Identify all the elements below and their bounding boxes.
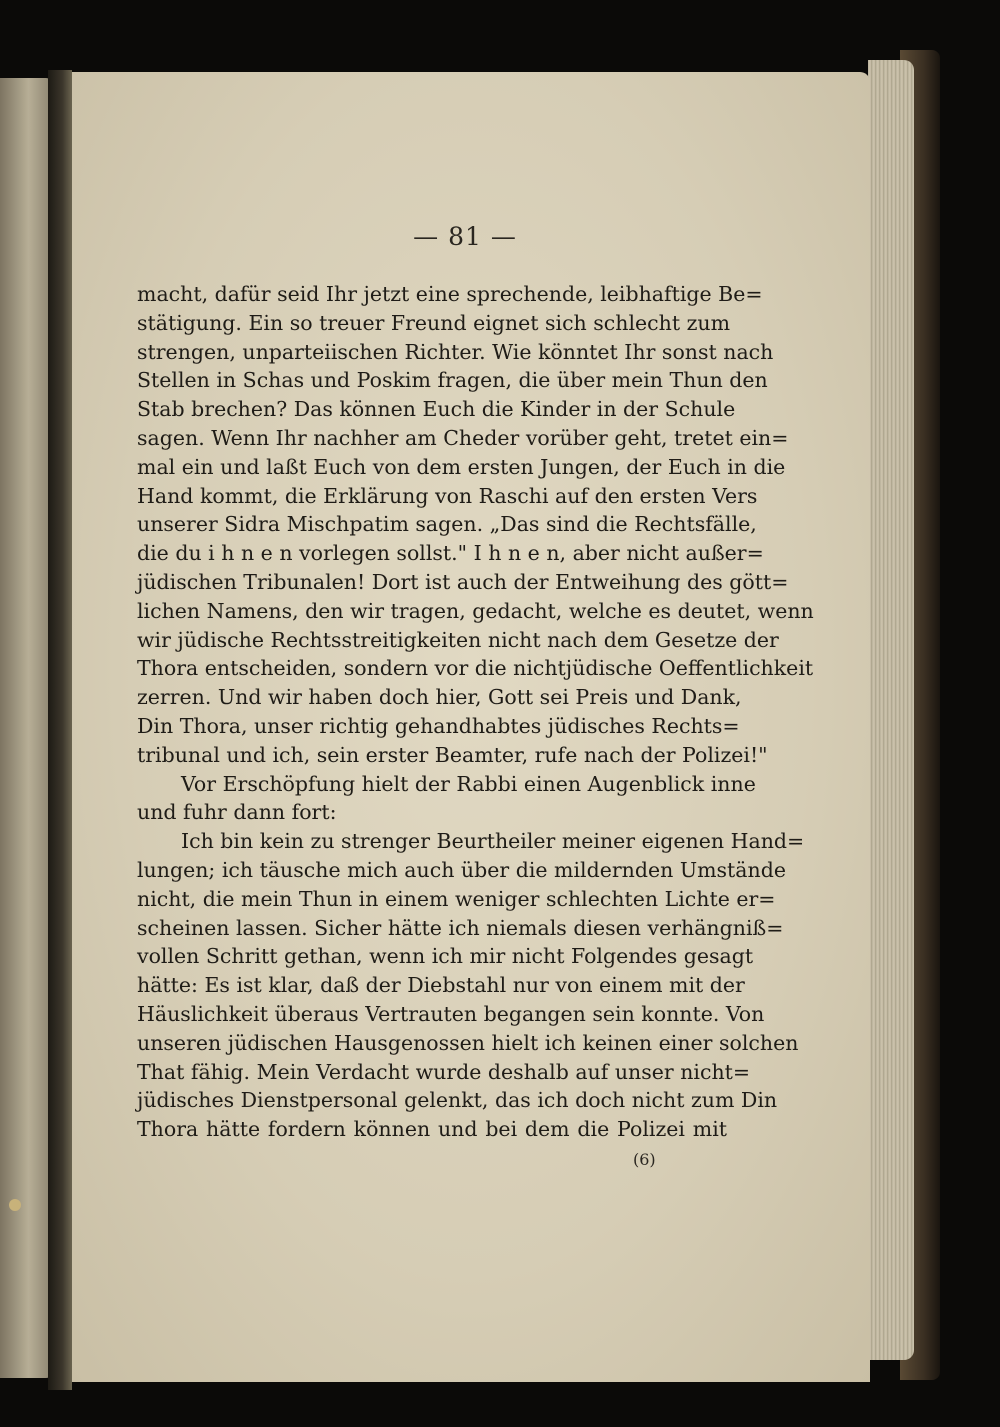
text-line: zerren. Und wir haben doch hier, Gott sei Preis und Dank, (137, 685, 742, 710)
text-line: lungen; ich täusche mich auch über die mildernden Umstände (137, 857, 786, 882)
text-line: Thora entscheiden, sondern vor die nichtjüdische Oeffentlichkeit (137, 656, 814, 681)
binding-marks (0, 1180, 30, 1230)
text-line: mal ein und laßt Euch von dem ersten Jungen, der Euch in die (137, 454, 786, 479)
signature-mark: (6) (633, 1150, 656, 1169)
text-line: unserer Sidra Mischpatim sagen. „Das sind die Rechtsfälle, (137, 512, 757, 537)
text-line: Din Thora, unser richtig gehandhabtes jüdisches Rechts= (137, 713, 740, 738)
text-line: Hand kommt, die Erklärung von Raschi auf den ersten Vers (137, 483, 758, 508)
text-line: stätigung. Ein so treuer Freund eignet sich schlecht zum (137, 310, 731, 335)
text-line: und fuhr dann fort: (137, 800, 337, 825)
text-line: die du i h n e n vorlegen sollst." I h n e n, aber nicht außer= (137, 541, 764, 566)
text-line: Ich bin kein zu strenger Beurtheiler meiner eigenen Hand= (181, 829, 805, 854)
text-line: vollen Schritt gethan, wenn ich mir nicht Folgendes gesagt (137, 944, 754, 969)
text-line: nicht, die mein Thun in einem weniger schlechten Lichte er= (137, 886, 776, 911)
text-line: tribunal und ich, sein erster Beamter, rufe nach der Polizei!" (137, 742, 768, 767)
text-line: jüdischen Tribunalen! Dort ist auch der Entweihung des gött= (137, 569, 789, 594)
text-line: macht, dafür seid Ihr jetzt eine sprechende, leibhaftige Be= (137, 282, 763, 306)
text-line: hätte: Es ist klar, daß der Diebstahl nur von einem mit der (137, 973, 745, 998)
text-line: That fähig. Mein Verdacht wurde deshalb auf unser nicht= (137, 1059, 751, 1084)
text-line: jüdisches Dienstpersonal gelenkt, das ich doch nicht zum Din (137, 1088, 778, 1113)
text-line: Stab brechen? Das können Euch die Kinder in der Schule (137, 397, 736, 422)
text-line: lichen Namens, den wir tragen, gedacht, welche es deutet, wenn (137, 598, 814, 623)
text-line: strengen, unparteiischen Richter. Wie könntet Ihr sonst nach (137, 339, 774, 364)
text-line: sagen. Wenn Ihr nachher am Cheder vorüber geht, tretet ein= (137, 425, 789, 450)
text-line: scheinen lassen. Sicher hätte ich niemals diesen verhängniß= (137, 915, 784, 940)
text-line: Vor Erschöpfung hielt der Rabbi einen Augenblick inne (181, 771, 756, 796)
text-line: Stellen in Schas und Poskim fragen, die über mein Thun den (137, 368, 768, 393)
page-number: — 81 — (413, 222, 517, 251)
book-gutter (48, 70, 72, 1390)
text-line: unseren jüdischen Hausgenossen hielt ich keinen einer solchen (137, 1030, 799, 1055)
page-stack-edge (868, 60, 914, 1360)
binding-mark (9, 1199, 21, 1211)
text-line: Thora hätte fordern können und bei dem die Polizei mit (137, 1117, 727, 1142)
body-text (137, 280, 814, 1144)
text-line: Häuslichkeit überaus Vertrauten begangen sein konnte. Von (137, 1001, 765, 1026)
text-line: wir jüdische Rechtsstreitigkeiten nicht nach dem Gesetze der (137, 627, 779, 652)
